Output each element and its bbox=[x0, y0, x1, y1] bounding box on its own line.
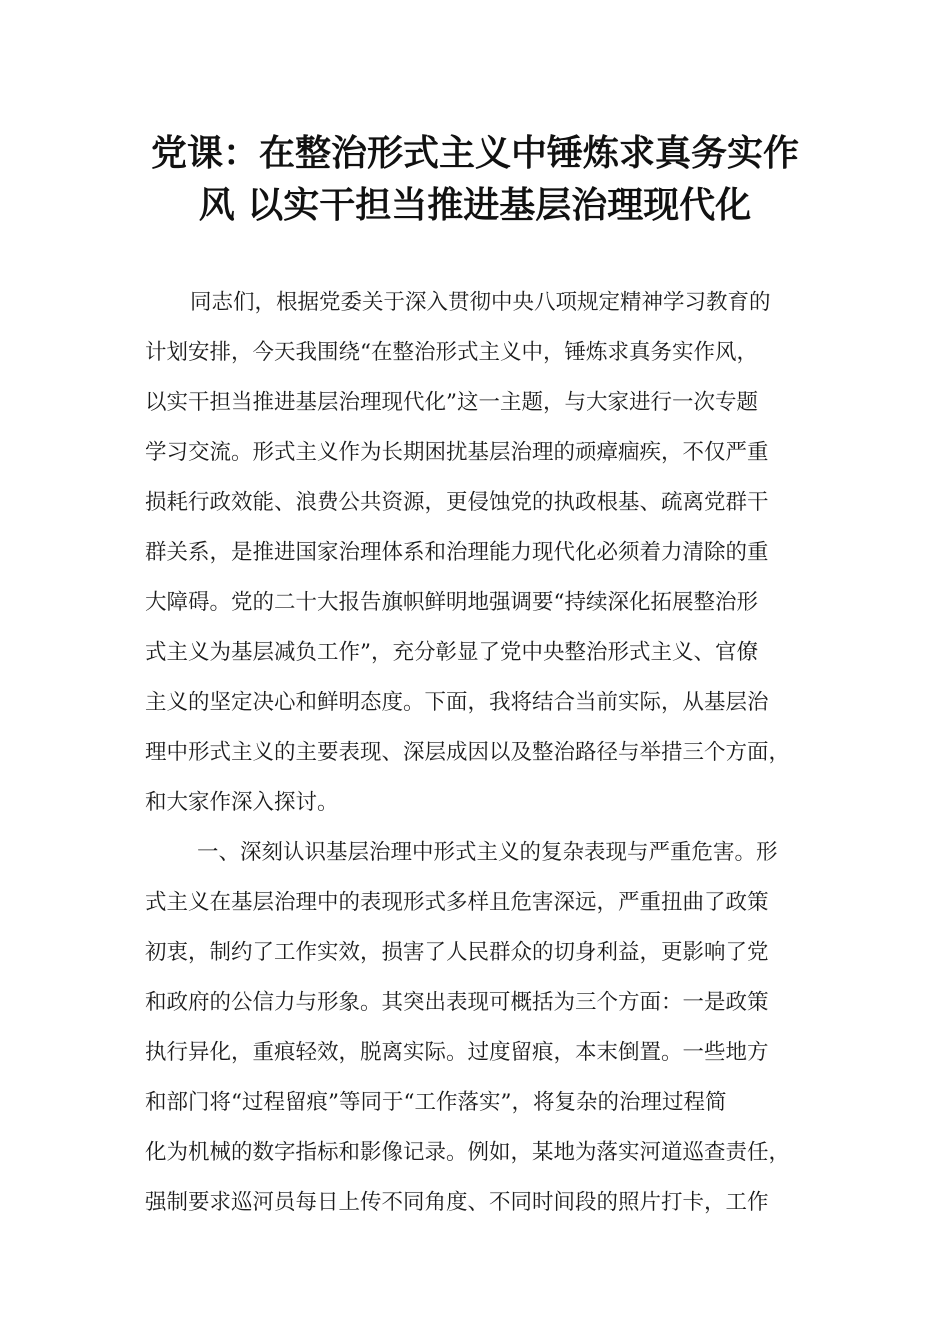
body-line: 主义的坚定决心和鲜明态度。下面，我将结合当前实际，从基层治 bbox=[145, 690, 769, 715]
body-line: 群关系，是推进国家治理体系和治理能力现代化必须着力清除的重 bbox=[145, 540, 769, 565]
document-title-line-1: 党课：在整治形式主义中锤炼求真务实作 bbox=[150, 133, 799, 174]
body-line: 执行异化，重痕轻效，脱离实际。过度留痕，本末倒置。一些地方 bbox=[145, 1040, 769, 1065]
body-line: 理中形式主义的主要表现、深层成因以及整治路径与举措三个方面， bbox=[145, 740, 791, 765]
body-line: 和部门将“过程留痕”等同于“工作落实”，将复杂的治理过程简 bbox=[145, 1090, 727, 1115]
body-line: 初衷，制约了工作实效，损害了人民群众的切身利益，更影响了党 bbox=[145, 940, 769, 965]
body-line: 和政府的公信力与形象。其突出表现可概括为三个方面：一是政策 bbox=[145, 990, 769, 1015]
body-line: 以实干担当推进基层治理现代化”这一主题，与大家进行一次专题 bbox=[145, 390, 758, 415]
body-line: 式主义在基层治理中的表现形式多样且危害深远，严重扭曲了政策 bbox=[145, 890, 769, 915]
body-line: 强制要求巡河员每日上传不同角度、不同时间段的照片打卡，工作 bbox=[145, 1190, 769, 1215]
body-line: 化为机械的数字指标和影像记录。例如，某地为落实河道巡查责任， bbox=[145, 1140, 791, 1165]
body-line: 式主义为基层减负工作”，充分彰显了党中央整治形式主义、官僚 bbox=[145, 640, 758, 665]
body-line: 计划安排，今天我围绕“在整治形式主义中，锤炼求真务实作风， bbox=[145, 340, 758, 365]
body-line: 学习交流。形式主义作为长期困扰基层治理的顽瘴痼疾，不仅严重 bbox=[145, 440, 769, 465]
document-title-line-2: 风 以实干担当推进基层治理现代化 bbox=[198, 185, 752, 226]
body-line: 同志们，根据党委关于深入贯彻中央八项规定精神学习教育的 bbox=[190, 290, 771, 315]
body-line: 和大家作深入探讨。 bbox=[145, 790, 339, 815]
body-line: 损耗行政效能、浪费公共资源，更侵蚀党的执政根基、疏离党群干 bbox=[145, 490, 769, 515]
body-line: 大障碍。党的二十大报告旗帜鲜明地强调要“持续深化拓展整治形 bbox=[145, 590, 758, 615]
section-heading-line: 一、深刻认识基层治理中形式主义的复杂表现与严重危害。形 bbox=[197, 840, 778, 865]
